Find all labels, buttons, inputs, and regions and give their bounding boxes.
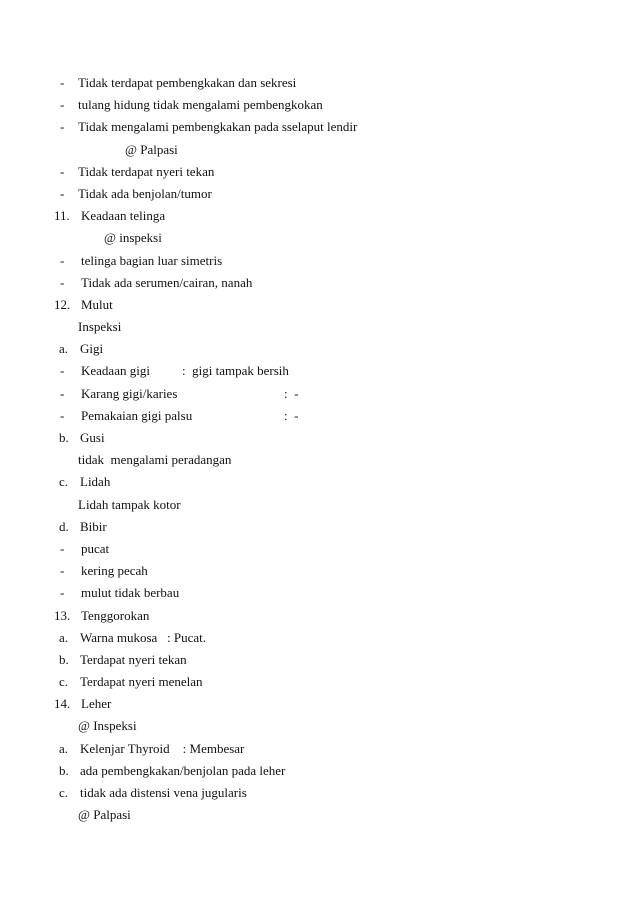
list-item	[0, 782, 638, 804]
list-marker: b.	[59, 430, 69, 445]
list-item	[0, 471, 638, 493]
list-text: Keadaan gigi	[81, 363, 150, 379]
list-item	[0, 560, 638, 582]
list-text: Tidak ada serumen/cairan, nanah	[81, 274, 253, 290]
list-marker: d.	[59, 518, 69, 534]
list-marker: -	[60, 363, 65, 379]
section-title: Mulut	[81, 296, 113, 312]
subsection-label: Inspeksi	[78, 319, 122, 335]
list-item	[0, 538, 638, 560]
subsection-label: @ Inspeksi	[78, 718, 137, 734]
list-item	[0, 671, 638, 693]
paragraph-text: tidak mengalami peradangan	[78, 452, 232, 468]
list-marker: -	[60, 274, 65, 290]
list-text: Tidak terdapat nyeri tekan	[78, 163, 215, 179]
list-text: tidak ada distensi vena jugularis	[80, 785, 247, 800]
list-marker: -	[60, 119, 65, 135]
section-heading	[0, 605, 638, 627]
list-item	[0, 338, 638, 360]
list-text: Lidah	[80, 474, 111, 490]
list-marker: a.	[59, 341, 69, 357]
subsection-heading	[0, 316, 638, 338]
list-item	[0, 383, 638, 405]
list-text: Tidak mengalami pembengkakan pada sselaput lendir	[78, 119, 358, 135]
paragraph-text: Lidah tampak kotor	[78, 496, 181, 512]
section-heading	[0, 294, 638, 316]
section-title: Keadaan telinga	[81, 208, 166, 224]
list-item	[0, 272, 638, 294]
subsection-heading	[0, 227, 638, 249]
list-item	[0, 116, 638, 138]
list-item	[0, 427, 638, 449]
list-item	[0, 516, 638, 538]
list-text: Tidak ada benjolan/tumor	[78, 185, 212, 201]
section-number: 12.	[54, 296, 71, 312]
section-number: 13.	[54, 607, 71, 623]
list-item	[0, 72, 638, 94]
list-marker: b.	[59, 651, 69, 667]
document-body	[0, 72, 638, 826]
subsection-heading	[0, 804, 638, 826]
list-marker: -	[60, 407, 65, 423]
section-heading	[0, 205, 638, 227]
list-text: Karang gigi/karies	[81, 385, 178, 401]
subsection-heading	[0, 715, 638, 737]
list-item	[0, 760, 638, 782]
list-item	[0, 94, 638, 116]
section-heading	[0, 693, 638, 715]
list-marker: -	[60, 252, 65, 268]
list-text: tulang hidung tidak mengalami pembengkokan	[78, 97, 323, 113]
list-item	[0, 627, 638, 649]
subsection-label: @ inspeksi	[104, 230, 162, 246]
subsection-heading	[0, 139, 638, 161]
section-number: 11.	[54, 208, 70, 224]
list-item	[0, 649, 638, 671]
list-marker: c.	[59, 474, 69, 490]
subsection-label: @ Palpasi	[78, 807, 131, 823]
list-marker: -	[60, 75, 65, 90]
list-text: Terdapat nyeri tekan	[80, 651, 187, 667]
list-marker: -	[60, 97, 65, 113]
list-marker: -	[60, 540, 65, 556]
list-text: Kelenjar Thyroid : Membesar	[80, 740, 245, 756]
paragraph	[0, 494, 638, 516]
list-marker: c.	[59, 674, 69, 690]
list-marker: a.	[59, 629, 69, 645]
list-text: kering pecah	[81, 563, 148, 579]
section-number: 14.	[54, 696, 71, 712]
list-text: Pemakaian gigi palsu	[81, 407, 193, 423]
list-text: Gigi	[80, 341, 104, 357]
section-title: Leher	[81, 696, 112, 712]
list-marker: b.	[59, 762, 69, 778]
list-item	[0, 360, 638, 382]
list-item	[0, 582, 638, 604]
list-item	[0, 183, 638, 205]
list-text: Gusi	[80, 430, 105, 445]
list-text: Bibir	[80, 518, 107, 534]
list-item	[0, 250, 638, 272]
list-text: ada pembengkakan/benjolan pada leher	[80, 762, 286, 778]
list-value: : -	[284, 385, 299, 401]
list-text: telinga bagian luar simetris	[81, 252, 223, 268]
list-text: Tidak terdapat pembengkakan dan sekresi	[78, 75, 297, 90]
list-text: Terdapat nyeri menelan	[80, 674, 203, 690]
list-text: mulut tidak berbau	[81, 585, 180, 601]
list-marker: c.	[59, 785, 69, 800]
list-marker: -	[60, 185, 65, 201]
list-text: Warna mukosa : Pucat.	[80, 629, 207, 645]
list-item	[0, 161, 638, 183]
list-item	[0, 405, 638, 427]
list-text: pucat	[81, 540, 110, 556]
list-marker: -	[60, 585, 65, 601]
section-title: Tenggorokan	[81, 607, 150, 623]
list-marker: -	[60, 163, 65, 179]
list-value: : gigi tampak bersih	[182, 363, 289, 379]
list-value: : -	[284, 407, 299, 423]
subsection-label: @ Palpasi	[125, 141, 178, 157]
list-marker: -	[60, 385, 65, 401]
list-marker: -	[60, 563, 65, 579]
paragraph	[0, 449, 638, 471]
list-item	[0, 738, 638, 760]
list-marker: a.	[59, 740, 69, 756]
